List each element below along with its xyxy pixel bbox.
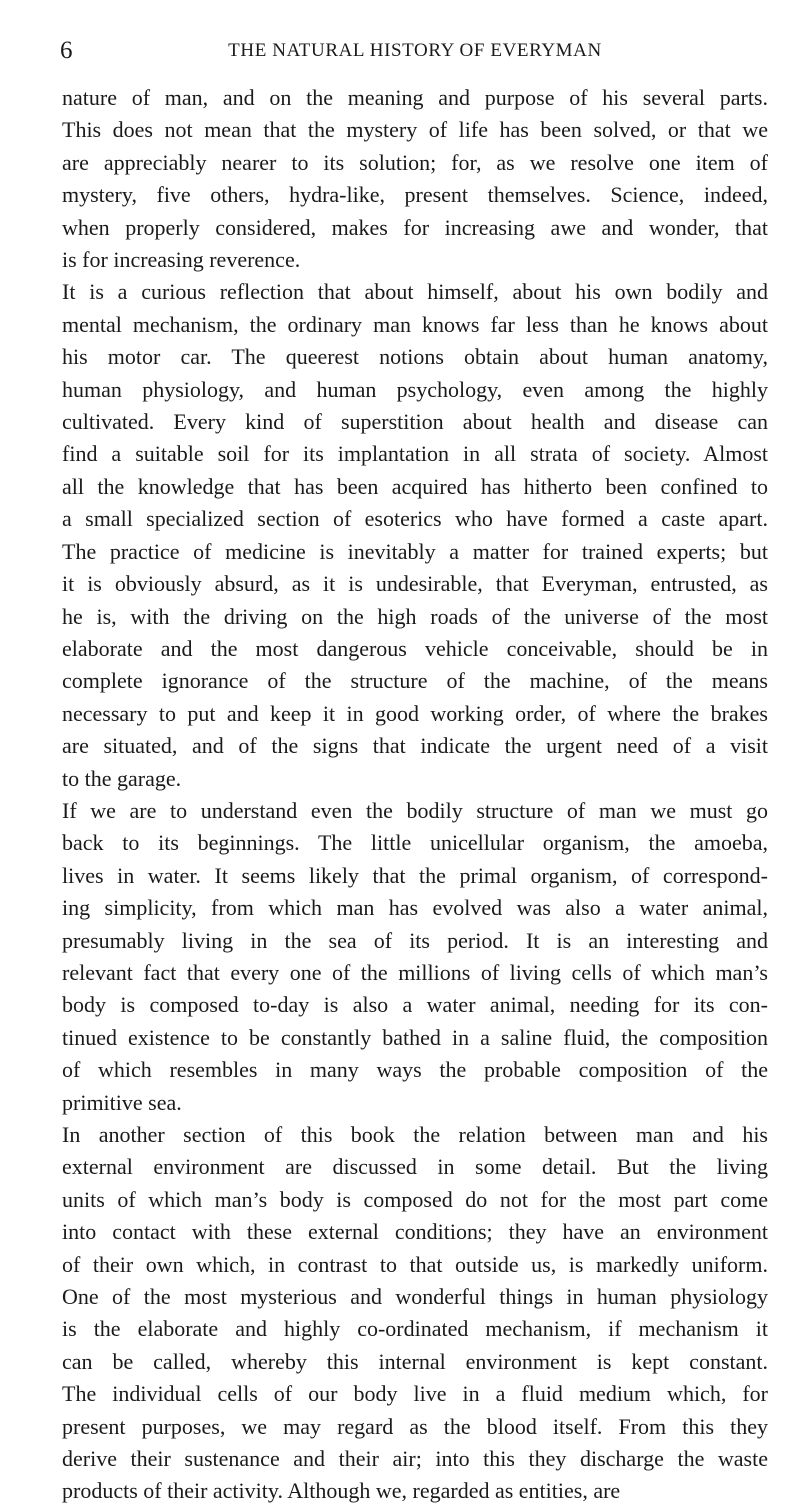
text-line: human physiology, and human psychology, even among the highly [62,376,768,402]
text-line: nature of man, and on the meaning and purpose of his several parts. [62,85,768,110]
text-line: complete ignorance of the structure of the machine, of the means [62,668,768,694]
book-page [62,28,768,1508]
text-line: into contact with these external conditions; they have an environment [62,1219,768,1245]
text-line: products of their activity. Although we, regarded as entities, are [62,1478,621,1504]
text-line: find a suitable soil for its implantation in all strata of society. Almost [62,441,768,467]
page-number: 6 [60,37,73,64]
text-line: a small specialized section of esoterics who have formed a caste apart. [62,506,768,532]
paragraph [62,82,768,276]
text-line: of which resembles in many ways the probable composition of the [62,1057,768,1083]
text-line: necessary to put and keep it in good working order, of where the brakes [62,700,768,726]
text-line: can be called, whereby this internal environment is kept constant. [62,1348,768,1374]
paragraph [62,1119,768,1508]
text-line: mystery, five others, hydra-like, present themselves. Science, indeed, [62,182,768,208]
text-line: his motor car. The queerest notions obtain about human anatomy, [62,344,768,370]
text-line: lives in water. It seems likely that the primal organism, of correspond- [62,862,768,888]
text-line: elaborate and the most dangerous vehicle conceivable, should be in [62,635,768,661]
paragraph [62,276,768,795]
text-line: The individual cells of our body live in a fluid medium which, for [62,1381,768,1407]
text-line: The practice of medicine is inevitably a matter for trained experts; but [62,538,768,564]
text-line: If we are to understand even the bodily structure of man we must go [62,797,768,823]
paragraph [62,795,768,1119]
text-line: derive their sustenance and their air; into this they discharge the waste [62,1446,768,1472]
text-line: It is a curious reflection that about himself, about his own bodily and [62,279,768,305]
text-line: of their own which, in contrast to that outside us, is markedly uniform. [62,1251,768,1277]
text-line: is for increasing reverence. [62,247,301,273]
text-line: One of the most mysterious and wonderful things in human physiology [62,1284,768,1310]
text-line: he is, with the driving on the high roads of the universe of the most [62,603,768,629]
text-line: when properly considered, makes for increasing awe and wonder, that [62,214,768,240]
text-line: all the knowledge that has been acquired has hitherto been confined to [62,473,768,499]
text-line: are situated, and of the signs that indicate the urgent need of a visit [62,733,768,759]
text-line: This does not mean that the mystery of life has been solved, or that we [62,117,768,143]
text-line: primitive sea. [62,1089,182,1115]
body-text [62,82,768,1508]
text-line: presumably living in the sea of its period. It is an interesting and [62,927,768,953]
text-line: it is obviously absurd, as it is undesirable, that Everyman, entrusted, as [62,571,768,597]
text-line: units of which man’s body is composed do not for the most part come [62,1186,768,1212]
text-line: relevant fact that every one of the millions of living cells of which man’s [62,959,768,985]
running-title: THE NATURAL HISTORY OF EVERYMAN [228,40,602,61]
text-line: to the garage. [62,765,182,791]
text-line: external environment are discussed in some detail. But the living [62,1154,768,1180]
text-line: present purposes, we may regard as the blood itself. From this they [62,1413,768,1439]
text-line: cultivated. Every kind of superstition about health and disease can [62,409,768,435]
text-line: tinued existence to be constantly bathed in a saline fluid, the composition [62,1024,768,1050]
text-line: are appreciably nearer to its solution; for, as we resolve one item of [62,149,768,175]
text-line: body is composed to-day is also a water animal, needing for its con- [62,992,768,1018]
text-line: In another section of this book the relation between man and his [62,1122,768,1147]
text-line: back to its beginnings. The little unicellular organism, the amoeba, [62,830,768,856]
text-line: is the elaborate and highly co-ordinated mechanism, if mechanism it [62,1316,768,1342]
running-head [62,28,768,68]
text-line: mental mechanism, the ordinary man knows far less than he knows about [62,311,768,337]
text-line: ing simplicity, from which man has evolved was also a water animal, [62,895,768,921]
